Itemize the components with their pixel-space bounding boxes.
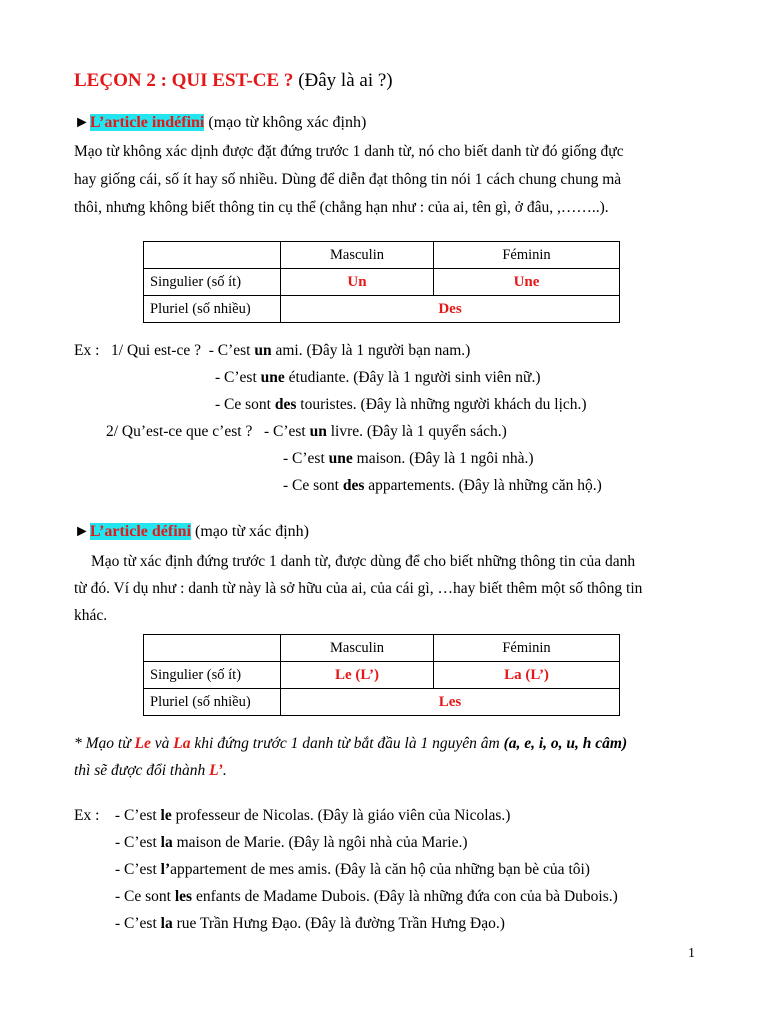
example-text: enfants de Madame Dubois. (Đây là những đứa con của bà Dubois.) bbox=[192, 888, 618, 905]
example-text: étudiante. (Đây là 1 người sinh viên nữ.) bbox=[284, 369, 541, 386]
bullet-icon: ► bbox=[74, 114, 90, 131]
example-label: Ex : bbox=[74, 807, 100, 824]
example-label: Ex : bbox=[74, 342, 100, 359]
section-heading-indefini bbox=[74, 114, 366, 132]
example-text: ami. (Đây là 1 người bạn nam.) bbox=[271, 342, 471, 359]
paragraph-line: Mạo từ không xác dịnh được đặt đứng trước 1 danh từ, nó cho biết danh từ đó giống đực bbox=[74, 143, 624, 160]
section-heading-defini bbox=[74, 523, 309, 541]
table-row bbox=[144, 662, 620, 689]
table-cell-value: Le (L’) bbox=[281, 662, 434, 689]
table-row-label: Pluriel (số nhiều) bbox=[144, 689, 281, 716]
table-cell-value: La (L’) bbox=[434, 662, 620, 689]
example-text: rue Trần Hưng Đạo. (Đây là đường Trần Hưng Đạo.) bbox=[172, 915, 505, 932]
table-row-label: Singulier (số ít) bbox=[144, 269, 281, 296]
example-text: appartement de mes amis. (Đây là căn hộ của những bạn bè của tôi) bbox=[170, 861, 590, 878]
example-line bbox=[74, 340, 470, 362]
paragraph-line: hay giống cái, số ít hay số nhiều. Dùng để diễn đạt thông tin nói 1 cách chung chung mà bbox=[74, 171, 622, 188]
example-text: - C’est bbox=[114, 807, 161, 824]
example-text: - C’est bbox=[263, 423, 310, 440]
table-row bbox=[144, 635, 620, 662]
example-text: - C’est bbox=[115, 834, 161, 851]
table-cell-value: Les bbox=[281, 689, 620, 716]
table-row bbox=[144, 296, 620, 323]
example-number: 1/ Qui est-ce ? bbox=[111, 342, 201, 359]
example-text: professeur de Nicolas. (Đây là giáo viên của Nicolas.) bbox=[171, 807, 511, 824]
example-text: appartements. (Đây là những căn hộ.) bbox=[364, 477, 602, 494]
note-text: . bbox=[222, 762, 227, 779]
example-article: un bbox=[254, 342, 272, 359]
paragraph-line: khác. bbox=[74, 607, 108, 624]
indefinite-article-table bbox=[143, 241, 620, 323]
example-line bbox=[115, 886, 618, 908]
example-line bbox=[215, 394, 587, 416]
example-line bbox=[115, 913, 505, 935]
example-line bbox=[115, 859, 590, 881]
heading-note: (mạo từ xác định) bbox=[195, 523, 309, 540]
heading-note: (mạo từ không xác định) bbox=[208, 114, 367, 131]
example-text: - C’est bbox=[283, 450, 329, 467]
example-text: maison. (Đây là 1 ngôi nhà.) bbox=[352, 450, 534, 467]
note-text: khi đứng trước 1 danh từ bắt đầu là 1 nguyên âm bbox=[190, 735, 504, 752]
paragraph-line: từ đó. Ví dụ như : danh từ này là sở hữu của ai, của cái gì, …hay biết thêm một số thông tin bbox=[74, 580, 643, 597]
example-article: les bbox=[174, 888, 193, 905]
example-article: la bbox=[160, 915, 173, 932]
note-text: * Mạo từ bbox=[74, 735, 135, 752]
example-text: maison de Marie. (Đây là ngôi nhà của Marie.) bbox=[172, 834, 468, 851]
table-row bbox=[144, 269, 620, 296]
example-line bbox=[106, 421, 507, 443]
table-cell-value: Un bbox=[281, 269, 434, 296]
note-text: thì sẽ được đổi thành bbox=[74, 762, 210, 779]
example-article: l’ bbox=[160, 861, 171, 878]
heading-label: L’article indéfini bbox=[89, 114, 205, 131]
page-number: 1 bbox=[688, 946, 695, 961]
bullet-icon: ► bbox=[74, 523, 90, 540]
note-article-le: Le bbox=[134, 735, 151, 752]
table-row-label: Singulier (số ít) bbox=[144, 662, 281, 689]
example-text: - C’est bbox=[215, 369, 261, 386]
heading-label: L’article défini bbox=[89, 523, 192, 540]
example-text: livre. (Đây là 1 quyển sách.) bbox=[326, 423, 507, 440]
example-line bbox=[215, 367, 541, 389]
example-article: un bbox=[309, 423, 327, 440]
example-text: - C’est bbox=[115, 861, 161, 878]
paragraph-line: thôi, nhưng không biết thông tin cụ thể (chẳng hạn như : của ai, tên gì, ở đâu, ,……..). bbox=[74, 199, 609, 216]
example-line bbox=[283, 448, 534, 470]
table-row bbox=[144, 689, 620, 716]
example-text: - C’est bbox=[208, 342, 255, 359]
table-header-masculin: Masculin bbox=[281, 635, 434, 662]
note-article-l: L’ bbox=[209, 762, 223, 779]
table-cell-empty bbox=[144, 635, 281, 662]
table-row bbox=[144, 242, 620, 269]
example-article: la bbox=[160, 834, 173, 851]
example-text: touristes. (Đây là những người khách du lịch.) bbox=[296, 396, 587, 413]
paragraph-line: Mạo từ xác định đứng trước 1 danh từ, được dùng để cho biết những thông tin của danh bbox=[91, 553, 636, 570]
lesson-title: LEÇON 2 : QUI EST-CE ? bbox=[74, 70, 294, 91]
table-header-feminin: Féminin bbox=[434, 635, 620, 662]
example-article: des bbox=[342, 477, 365, 494]
definite-article-table bbox=[143, 634, 620, 716]
example-article: le bbox=[160, 807, 172, 824]
table-cell-empty bbox=[144, 242, 281, 269]
example-line bbox=[74, 805, 510, 827]
note-line bbox=[74, 733, 627, 755]
page-title bbox=[74, 70, 393, 92]
example-article: une bbox=[328, 450, 353, 467]
example-article: une bbox=[260, 369, 285, 386]
table-header-feminin: Féminin bbox=[434, 242, 620, 269]
example-line bbox=[115, 832, 468, 854]
example-line bbox=[283, 475, 602, 497]
example-text: - C’est bbox=[115, 915, 161, 932]
example-number: 2/ Qu’est-ce que c’est ? bbox=[106, 423, 253, 440]
table-header-masculin: Masculin bbox=[281, 242, 434, 269]
example-text: - Ce sont bbox=[115, 888, 175, 905]
note-text: và bbox=[150, 735, 174, 752]
example-article: des bbox=[274, 396, 297, 413]
example-text: - Ce sont bbox=[215, 396, 275, 413]
table-row-label: Pluriel (số nhiều) bbox=[144, 296, 281, 323]
lesson-title-translation: (Đây là ai ?) bbox=[298, 70, 393, 91]
table-cell-value: Une bbox=[434, 269, 620, 296]
note-vowels: (a, e, i, o, u, h câm) bbox=[503, 735, 628, 752]
note-article-la: La bbox=[173, 735, 191, 752]
example-text: - Ce sont bbox=[283, 477, 343, 494]
note-line bbox=[74, 760, 227, 782]
table-cell-value: Des bbox=[281, 296, 620, 323]
